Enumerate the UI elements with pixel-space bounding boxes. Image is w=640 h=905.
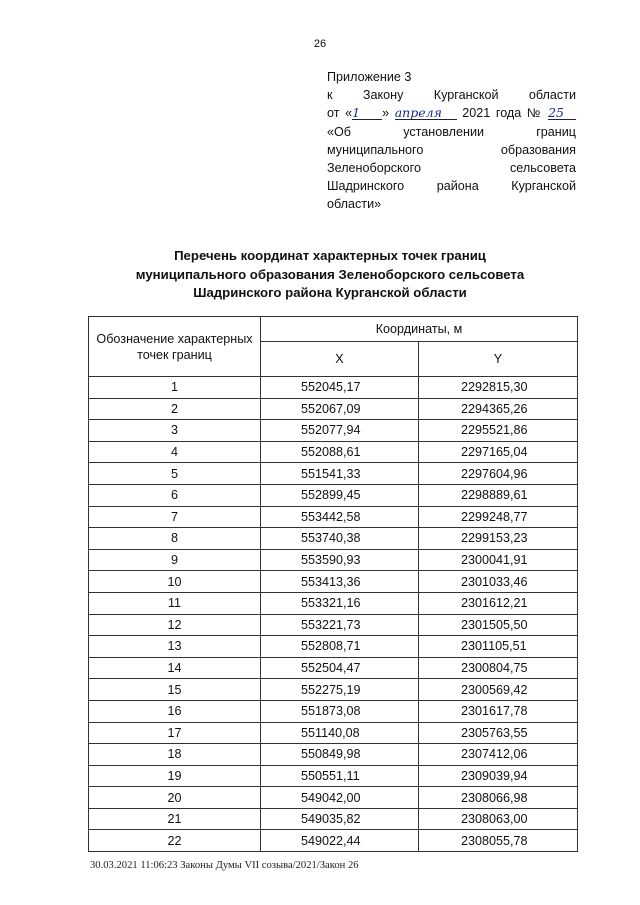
point-number: 10: [89, 571, 261, 593]
annex-number-handwritten: 25: [548, 106, 576, 120]
table-row: [89, 657, 578, 679]
coordinate-x: 553590,93: [261, 549, 419, 571]
coordinate-x: 552808,71: [261, 636, 419, 658]
annex-law-title-2: муниципального образования: [327, 142, 576, 157]
annex-date-prefix: от «: [327, 106, 353, 121]
coordinate-x: 552088,61: [261, 441, 419, 463]
coordinate-y: 2297165,04: [419, 441, 578, 463]
page-number: 26: [313, 38, 327, 50]
coordinates-table: [88, 316, 578, 852]
annex-date-mid: »: [382, 106, 390, 121]
table-row: [89, 830, 578, 852]
coordinate-y: 2308055,78: [419, 830, 578, 852]
header-y: Y: [419, 342, 578, 377]
table-row: [89, 571, 578, 593]
point-number: 11: [89, 592, 261, 614]
coordinate-y: 2308063,00: [419, 808, 578, 830]
point-number: 17: [89, 722, 261, 744]
table-row: [89, 420, 578, 442]
coordinate-x: 552045,17: [261, 377, 419, 399]
point-number: 14: [89, 657, 261, 679]
annex-day-handwritten: 1: [352, 106, 382, 120]
coordinate-x: 550551,11: [261, 765, 419, 787]
table-row: [89, 722, 578, 744]
table-row: [89, 484, 578, 506]
table-row: [89, 377, 578, 399]
table-row: [89, 636, 578, 658]
table-row: [89, 506, 578, 528]
point-number: 19: [89, 765, 261, 787]
table-row: [89, 398, 578, 420]
table-row: [89, 765, 578, 787]
coordinate-y: 2300804,75: [419, 657, 578, 679]
point-number: 21: [89, 808, 261, 830]
table-row: [89, 549, 578, 571]
coordinate-x: 552077,94: [261, 420, 419, 442]
table-row: [89, 441, 578, 463]
coordinate-y: 2307412,06: [419, 744, 578, 766]
coordinate-x: 551140,08: [261, 722, 419, 744]
annex-month-handwritten: апреля: [395, 106, 457, 120]
coordinate-y: 2292815,30: [419, 377, 578, 399]
coordinate-y: 2301033,46: [419, 571, 578, 593]
point-number: 20: [89, 787, 261, 809]
coordinate-x: 553740,38: [261, 528, 419, 550]
title-line-2: муниципального образования Зеленоборского сельсовета: [135, 266, 525, 282]
point-number: 7: [89, 506, 261, 528]
coordinate-y: 2305763,55: [419, 722, 578, 744]
coordinate-y: 2301505,50: [419, 614, 578, 636]
table-row: [89, 744, 578, 766]
table-row: [89, 808, 578, 830]
header-point-label: Обозначение характерных точек границ: [89, 317, 261, 377]
coordinate-y: 2298889,61: [419, 484, 578, 506]
coordinate-x: 551873,08: [261, 700, 419, 722]
title-line-3: Шадринского района Курганской области: [193, 285, 467, 300]
coordinate-x: 550849,98: [261, 744, 419, 766]
coordinate-x: 549042,00: [261, 787, 419, 809]
annex-year: 2021 года №: [462, 106, 543, 121]
annex-law-title-4: Шадринского района Курганской: [327, 179, 576, 194]
coordinate-y: 2309039,94: [419, 765, 578, 787]
point-number: 6: [89, 484, 261, 506]
table-row: [89, 787, 578, 809]
point-number: 8: [89, 528, 261, 550]
point-number: 3: [89, 420, 261, 442]
annex-law-reference: к Закону Курганской области: [327, 88, 576, 103]
coordinate-y: 2301105,51: [419, 636, 578, 658]
table-row: [89, 614, 578, 636]
coordinate-y: 2308066,98: [419, 787, 578, 809]
coordinate-x: 553413,36: [261, 571, 419, 593]
coordinate-y: 2301617,78: [419, 700, 578, 722]
point-number: 2: [89, 398, 261, 420]
point-number: 5: [89, 463, 261, 485]
point-number: 16: [89, 700, 261, 722]
point-number: 12: [89, 614, 261, 636]
footer-stamp: 30.03.2021 11:06:23 Законы Думы VII созыва/2021/Закон 26: [90, 860, 359, 871]
coordinate-x: 553321,16: [261, 592, 419, 614]
annex-law-title-1: «Об установлении границ: [327, 124, 576, 139]
table-row: [89, 463, 578, 485]
coordinate-y: 2294365,26: [419, 398, 578, 420]
coordinate-x: 552504,47: [261, 657, 419, 679]
coordinate-x: 551541,33: [261, 463, 419, 485]
point-number: 9: [89, 549, 261, 571]
point-number: 13: [89, 636, 261, 658]
coordinate-x: 549035,82: [261, 808, 419, 830]
coordinate-x: 553442,58: [261, 506, 419, 528]
coordinate-y: 2295521,86: [419, 420, 578, 442]
table-row: [89, 592, 578, 614]
point-number: 22: [89, 830, 261, 852]
coordinate-y: 2300569,42: [419, 679, 578, 701]
table-row: [89, 528, 578, 550]
annex-law-title-5: области»: [327, 197, 382, 212]
point-number: 4: [89, 441, 261, 463]
coordinate-y: 2300041,91: [419, 549, 578, 571]
header-coordinates: Координаты, м: [261, 317, 578, 342]
header-x: X: [261, 342, 419, 377]
coordinate-y: 2297604,96: [419, 463, 578, 485]
table-row: [89, 700, 578, 722]
coordinate-x: 552899,45: [261, 484, 419, 506]
coordinates-body: [89, 377, 578, 852]
title-line-1: Перечень координат характерных точек границ: [174, 248, 486, 263]
coordinate-x: 552275,19: [261, 679, 419, 701]
coordinate-x: 552067,09: [261, 398, 419, 420]
annex-law-title-3: Зеленоборского сельсовета: [327, 161, 576, 176]
table-row: [89, 679, 578, 701]
annex-date-line: [327, 104, 576, 122]
annex-title: Приложение 3: [327, 70, 412, 84]
document-title: [60, 247, 600, 303]
coordinate-y: 2299248,77: [419, 506, 578, 528]
point-number: 18: [89, 744, 261, 766]
point-number: 15: [89, 679, 261, 701]
coordinate-x: 549022,44: [261, 830, 419, 852]
coordinate-y: 2301612,21: [419, 592, 578, 614]
coordinate-x: 553221,73: [261, 614, 419, 636]
point-number: 1: [89, 377, 261, 399]
coordinate-y: 2299153,23: [419, 528, 578, 550]
annex-header: [327, 68, 576, 214]
